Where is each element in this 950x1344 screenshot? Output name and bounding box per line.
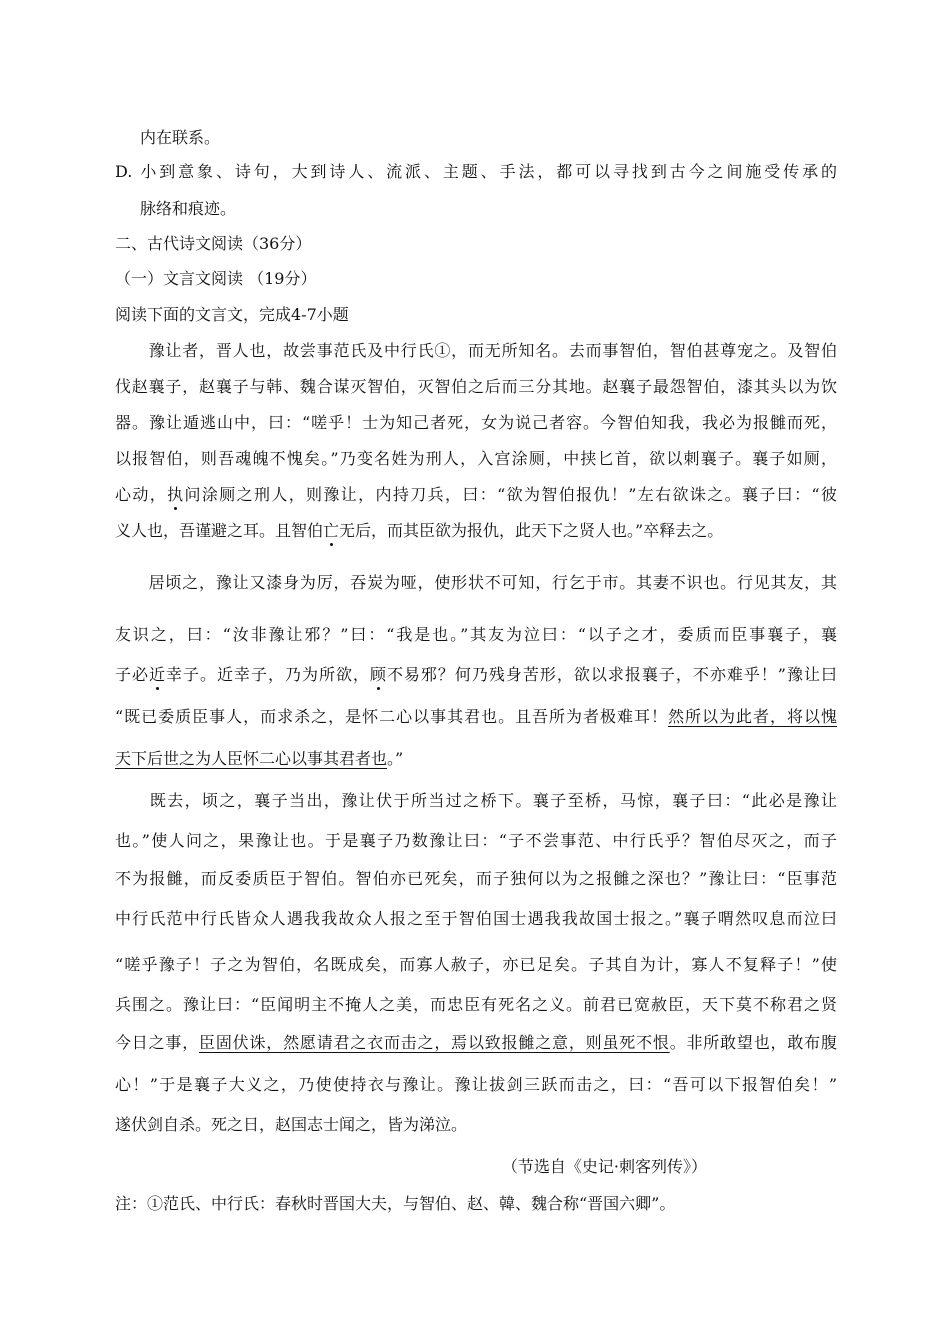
sub-heading: （一）文言文阅读 （19分）: [115, 269, 317, 288]
underlined-sentence: 臣固伏诛，然愿请君之衣而击之，焉以致报雠之意，则虽死不恨: [199, 1033, 670, 1052]
section-heading: 二、古代诗文阅读（36分）: [115, 234, 312, 253]
text-run: 子必: [115, 665, 149, 684]
text-run: 心动，: [115, 485, 168, 504]
text-run: 问涂厕之刑人，则豫让，内持刀兵，曰：“欲为智伯报仇！”左右欲诛之。襄子曰：“彼: [184, 485, 837, 504]
passage-line: [115, 1032, 837, 1054]
underlined-sentence: 天下后世之为人臣怀二心以事其君者也: [115, 749, 388, 768]
passage-line: 豫让者，晋人也，故尝事范氏及中行氏①，而无所知名。去而事智伯，智伯甚尊宠之。及智伯: [115, 341, 837, 360]
instruction: 阅读下面的文言文，完成4-7小题: [115, 305, 349, 324]
text-run: 无后，而其臣欲为报仇，此天下之贤人也。”卒释去之。: [339, 521, 724, 540]
passage-line: 遂伏剑自杀。死之日，赵国志士闻之，皆为涕泣。: [115, 1115, 468, 1134]
underlined-sentence: 然所以为此者，将以愧: [668, 707, 837, 726]
passage-line: 中行氏范中行氏皆众人遇我我故众人报之至于智伯国士遇我我故国士报之。”襄子喟然叹息而泣曰: [115, 909, 837, 928]
text-run: 今日之事，: [115, 1033, 200, 1052]
passage-line: [115, 706, 837, 728]
passage-line: 不为报雠，而反委质臣于智伯。智伯亦已死矣，而子独何以为之报雠之深也？”豫让曰：“臣事范: [115, 869, 837, 888]
option-d-line: D. 小到意象、诗句，大到诗人、流派、主题、手法，都可以寻找到古今之间施受传承的: [115, 162, 837, 181]
passage-line: [115, 520, 837, 542]
text-run: 。非所敢望也，敢布腹: [669, 1033, 837, 1052]
footnote: 注：①范氏、中行氏：春秋时晋国大夫，与智伯、赵、韓、魏合称“晋国六卿”。: [115, 1194, 676, 1213]
text-run: 。”: [387, 749, 404, 768]
passage-line: 心！”于是襄子大义之，乃使使持衣与豫让。豫让拔剑三跃而击之，曰：“吾可以下报智伯矣！”: [115, 1075, 837, 1094]
passage-line: 友识之，曰：“汝非豫让邪？”曰：“我是也。”其友为泣曰：“以子之才，委质而臣事襄子，襄: [115, 625, 837, 644]
passage-line: 伐赵襄子，赵襄子与韩、魏合谋灭智伯，灭智伯之后而三分其地。赵襄子最怨智伯，漆其头以为饮: [115, 377, 837, 396]
emphasized-char: 执: [167, 485, 185, 504]
text-run: 幸子。近幸子，乃为所欲，: [166, 665, 370, 684]
passage-line: [115, 748, 837, 770]
passage-line: 器。豫让遁逃山中，曰：“嗟乎！士为知己者死，女为说己者容。今智伯知我，我必为报雠而死，: [115, 413, 837, 432]
passage-line: “嗟乎豫子！子之为智伯，名既成矣，而寡人赦子，亦已足矣。子其自为计，寡人不复释子！”使: [115, 955, 837, 974]
passage-line: 兵围之。豫让曰：“臣闻明主不掩人之美，而忠臣有死名之义。前君已宽赦臣，天下莫不称君之贤: [115, 995, 837, 1014]
emphasized-char: 近: [149, 665, 166, 684]
text-run: “既已委质臣事人，而求杀之，是怀二心以事其君也。且吾所为者极难耳！: [115, 707, 669, 726]
text-run: 义人也，吾谨避之耳。且智伯: [115, 521, 324, 540]
text-run: 不易邪？何乃残身苦形，欲以求报襄子，不亦难乎！”豫让曰: [386, 665, 837, 684]
passage-line: [115, 484, 837, 506]
passage-line: [115, 664, 837, 686]
option-d-line: 脉络和痕迹。: [140, 199, 237, 218]
source-citation: （节选自《史记·刺客列传》）: [501, 1157, 707, 1176]
passage-line: 既去，顷之，襄子当出，豫让伏于所当过之桥下。襄子至桥，马惊，襄子曰：“此必是豫让: [115, 791, 837, 810]
passage-line: 也。”使人问之，果豫让也。于是襄子乃数豫让曰：“子不尝事范、中行氏乎？智伯尽灭之，而子: [115, 831, 837, 850]
emphasized-char: 顾: [369, 665, 387, 684]
option-c-tail: 内在联系。: [140, 128, 221, 147]
passage-line: 以报智伯，则吾魂魄不愧矣。”乃变名姓为刑人，入宫涂厕，中挟匕首，欲以刺襄子。襄子如厕，: [115, 449, 837, 468]
passage-line: 居顷之，豫让又漆身为厉，吞炭为哑，使形状不可知，行乞于市。其妻不识也。行见其友，其: [115, 573, 837, 592]
emphasized-char: 亡: [323, 521, 340, 540]
